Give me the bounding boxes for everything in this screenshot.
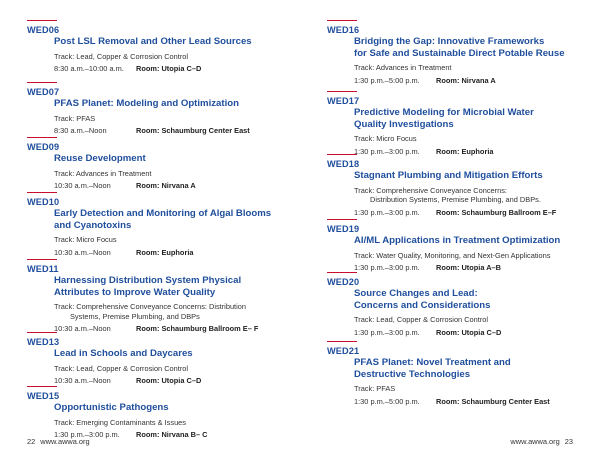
session-title-line: Source Changes and Lead: <box>354 288 478 299</box>
session-time-room <box>27 248 307 258</box>
session-time: 1:30 p.m.–3:00 p.m. <box>354 263 420 273</box>
session-title[interactable] <box>27 36 307 48</box>
divider-rule <box>327 154 357 155</box>
session-item <box>27 137 307 191</box>
session-room: Room: Nirvana A <box>136 181 196 191</box>
session-track-line: Track: Micro Focus <box>54 235 117 244</box>
session-track-line: Track: Comprehensive Conveyance Concerns: <box>354 185 507 195</box>
session-title-line: PFAS Planet: Novel Treatment and <box>354 357 511 368</box>
session-code: WED11 <box>27 264 59 274</box>
session-track-line: Track: Lead, Copper & Corrosion Control <box>54 363 189 373</box>
session-track <box>327 315 600 325</box>
session-time-room <box>327 328 600 338</box>
footer-right <box>507 437 573 446</box>
session-title-line: AI/ML Applications in Treatment Optimization <box>354 235 561 246</box>
session-time-room <box>27 126 307 136</box>
session-code: WED19 <box>327 224 360 234</box>
session-code: WED13 <box>27 337 60 347</box>
session-track <box>27 235 307 245</box>
session-title[interactable] <box>27 275 307 298</box>
session-track-line: Track: Advances in Treatment <box>354 63 452 72</box>
session-track-line: Track: Comprehensive Conveyance Concerns: Distribution <box>54 302 246 311</box>
session-title[interactable] <box>327 288 600 311</box>
session-track-line: Track: Emerging Contaminants & Issues <box>54 417 186 427</box>
session-title[interactable] <box>327 170 600 182</box>
session-title[interactable] <box>327 357 600 380</box>
session-title[interactable] <box>327 36 600 59</box>
session-track-line: Track: Water Quality, Monitoring, and Next-Gen Applications <box>354 250 551 260</box>
session-title-line: Opportunistic Pathogens <box>54 402 169 413</box>
divider-rule <box>327 91 357 92</box>
session-room: Room: Nirvana A <box>436 75 496 85</box>
session-time: 10:30 a.m.–Noon <box>54 324 111 334</box>
session-track <box>27 114 307 124</box>
session-time: 1:30 p.m.–3:00 p.m. <box>54 430 120 440</box>
session-item <box>327 20 600 86</box>
session-title-line: Early Detection and Monitoring of Algal Blooms <box>54 208 272 219</box>
session-room: Room: Utopia C–D <box>436 327 502 337</box>
session-item <box>27 332 307 386</box>
footer-left <box>27 437 93 446</box>
session-track <box>27 52 307 62</box>
session-room: Room: Schaumburg Ballroom E–F <box>436 207 557 217</box>
session-track <box>327 251 600 261</box>
session-title[interactable] <box>27 153 307 165</box>
session-item <box>327 341 600 407</box>
divider-rule <box>27 137 57 138</box>
session-item <box>327 154 600 218</box>
session-time-room <box>27 181 307 191</box>
session-track-line: Track: PFAS <box>54 113 96 123</box>
session-track-line: Distribution Systems, Premise Plumbing, and DBPs. <box>370 195 541 205</box>
session-title[interactable] <box>27 98 307 110</box>
session-title-line: Attributes to Improve Water Quality <box>54 286 216 298</box>
session-item <box>327 91 600 157</box>
session-room: Room: Schaumburg Ballroom E– F <box>136 324 259 334</box>
session-time: 10:30 a.m.–Noon <box>54 247 111 257</box>
session-track-line: Track: Lead, Copper & Corrosion Control <box>354 315 489 324</box>
session-title-line: Stagnant Plumbing and Mitigation Efforts <box>354 170 543 181</box>
session-time-room <box>327 208 600 218</box>
session-time: 8:30 a.m.–10:00 a.m. <box>54 64 124 74</box>
divider-rule <box>327 341 357 342</box>
session-title-line: Concerns and Considerations <box>354 299 491 311</box>
session-title-line: Destructive Technologies <box>354 368 471 380</box>
session-title[interactable] <box>327 235 600 247</box>
session-track <box>27 169 307 179</box>
session-time: 1:30 p.m.–3:00 p.m. <box>354 207 420 217</box>
session-track <box>327 134 600 144</box>
session-item <box>327 272 600 338</box>
session-track-line: Track: Lead, Copper & Corrosion Control <box>54 51 189 61</box>
session-room: Room: Schaumburg Center East <box>436 396 550 406</box>
session-track <box>27 364 307 374</box>
session-code: WED18 <box>327 159 360 169</box>
footer-site-left[interactable]: www.awwa.org <box>40 437 90 446</box>
session-track-line: Systems, Premise Plumbing, and DBPs <box>70 311 200 321</box>
session-room: Room: Schaumburg Center East <box>136 126 250 136</box>
session-room: Room: Euphoria <box>436 146 494 156</box>
session-title-line: Harnessing Distribution System Physical <box>54 275 242 286</box>
session-room: Room: Utopia C–D <box>136 64 202 74</box>
session-code: WED16 <box>327 25 360 35</box>
session-title-line: Post LSL Removal and Other Lead Sources <box>54 36 252 47</box>
session-code: WED09 <box>27 142 60 152</box>
divider-rule <box>327 272 357 273</box>
session-track <box>327 63 600 73</box>
session-title[interactable] <box>27 348 307 360</box>
session-time: 1:30 p.m.–5:00 p.m. <box>354 396 420 406</box>
divider-rule <box>327 20 357 21</box>
session-title-line: Lead in Schools and Daycares <box>54 348 193 359</box>
divider-rule <box>27 386 57 387</box>
session-room: Room: Nirvana B– C <box>136 430 208 440</box>
session-track <box>27 302 307 321</box>
session-title-line: Quality Investigations <box>354 118 454 130</box>
session-title-line: and Cyanotoxins <box>54 219 132 231</box>
session-time: 8:30 a.m.–Noon <box>54 126 107 136</box>
session-item <box>27 20 307 74</box>
session-track-line: Track: Advances in Treatment <box>54 168 152 178</box>
session-track <box>327 186 600 205</box>
session-code: WED20 <box>327 277 360 287</box>
session-code: WED07 <box>27 87 60 97</box>
session-time: 1:30 p.m.–5:00 p.m. <box>354 75 420 85</box>
divider-rule <box>27 259 57 260</box>
session-item <box>27 386 307 440</box>
session-title[interactable] <box>327 107 600 130</box>
session-room: Room: Utopia A–B <box>436 263 502 273</box>
session-title-line: Bridging the Gap: Innovative Frameworks <box>354 36 545 47</box>
session-time: 1:30 p.m.–3:00 p.m. <box>354 146 420 156</box>
session-track <box>27 418 307 428</box>
session-item <box>27 192 307 258</box>
session-title-line: Reuse Development <box>54 153 146 164</box>
session-code: WED15 <box>27 391 60 401</box>
session-time-room <box>327 397 600 407</box>
session-time: 10:30 a.m.–Noon <box>54 181 111 191</box>
divider-rule <box>27 332 57 333</box>
divider-rule <box>27 20 57 21</box>
session-track-line: Track: PFAS <box>354 384 396 393</box>
session-time: 10:30 a.m.–Noon <box>54 376 111 386</box>
divider-rule <box>27 82 57 83</box>
session-title-line: for Safe and Sustainable Direct Potable Reuse <box>354 47 565 59</box>
session-track <box>327 384 600 394</box>
page-number-left: 22 <box>27 437 36 446</box>
session-time-room <box>27 376 307 386</box>
session-code: WED10 <box>27 197 60 207</box>
session-title[interactable] <box>27 402 307 414</box>
session-code: WED06 <box>27 25 60 35</box>
session-track-line: Track: Micro Focus <box>354 134 417 143</box>
session-code: WED21 <box>327 346 360 356</box>
session-code: WED17 <box>327 96 360 106</box>
session-item <box>27 82 307 136</box>
session-title-line: PFAS Planet: Modeling and Optimization <box>54 98 239 109</box>
session-room: Room: Utopia C–D <box>136 376 202 386</box>
session-time: 1:30 p.m.–3:00 p.m. <box>354 327 420 337</box>
session-time-room <box>327 76 600 86</box>
footer-site-right[interactable]: www.awwa.org <box>510 437 560 446</box>
divider-rule <box>327 219 357 220</box>
page-number-right: 23 <box>564 437 573 446</box>
session-room: Room: Euphoria <box>136 247 194 257</box>
session-time-room <box>27 64 307 74</box>
session-title[interactable] <box>27 208 307 231</box>
session-item <box>27 259 307 334</box>
session-title-line: Predictive Modeling for Microbial Water <box>354 107 534 118</box>
session-item <box>327 219 600 273</box>
divider-rule <box>27 192 57 193</box>
